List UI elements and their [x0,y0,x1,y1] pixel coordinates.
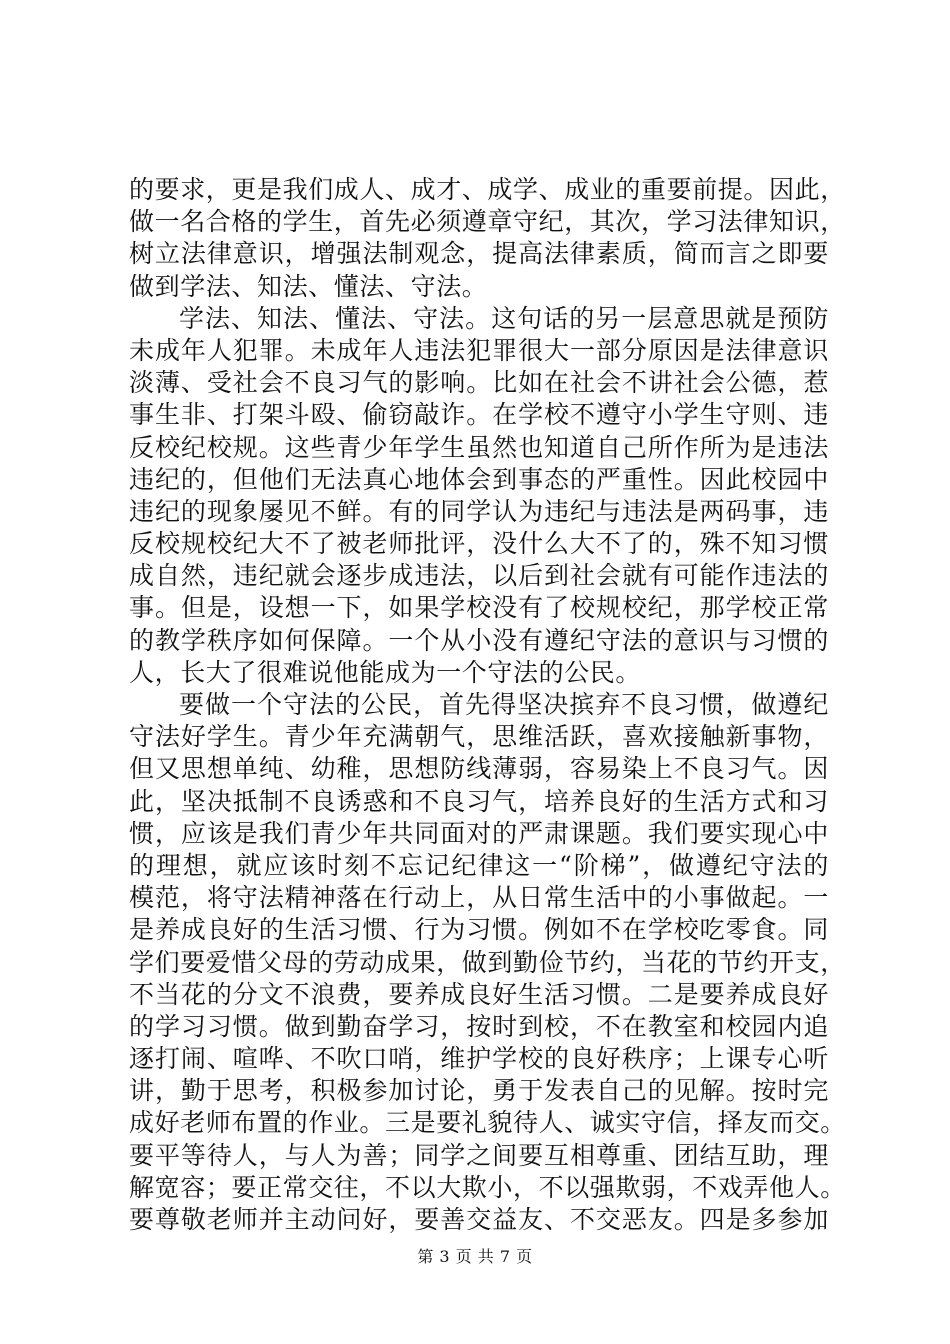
text-line: 违纪的，但他们无法真心地体会到事态的严重性。因此校园中 [129,464,829,494]
text-line: 违纪的现象屡见不鲜。有的同学认为违纪与违法是两码事，违 [129,496,829,526]
text-line: 做一名合格的学生，首先必须遵章守纪，其次，学习法律知识， [129,207,846,237]
text-line: 人，长大了很难说他能成为一个守法的公民。 [129,657,642,687]
text-line: 是养成良好的生活习惯、行为习惯。例如不在学校吃零食。同 [129,915,829,945]
paragraph-first-line: 学法、知法、懂法、守法。这句话的另一层意思就是预防 [179,303,829,333]
text-line: 学们要爱惜父母的劳动成果，做到勤俭节约，当花的节约开支， [129,947,846,977]
paragraph-first-line: 要做一个守法的公民，首先得坚决摈弃不良习惯，做遵纪 [179,690,829,719]
text-line: 不当花的分文不浪费，要养成良好生活习惯。二是要养成良好 [129,979,829,1009]
text-line: 做到学法、知法、懂法、守法。 [129,271,488,301]
text-line: 事生非、打架斗殴、偷窃敲诈。在学校不遵守小学生守则、违 [129,400,829,430]
text-line: 事。但是，设想一下，如果学校没有了校规校纪，那学校正常 [129,593,829,623]
text-line: 成好老师布置的作业。三是要礼貌待人、诚实守信，择友而交。 [129,1108,846,1138]
text-line: 但又思想单纯、幼稚，思想防线薄弱，容易染上不良习气。因 [129,754,829,784]
text-line: 逐打闹、喧哗、不吹口哨，维护学校的良好秩序；上课专心听 [129,1044,829,1074]
text-line: 树立法律意识，增强法制观念，提高法律素质，简而言之即要 [129,239,829,269]
text-line: 要平等待人，与人为善；同学之间要互相尊重、团结互助，理 [129,1140,829,1170]
text-line: 要尊敬老师并主动问好，要善交益友、不交恶友。四是多参加 [129,1205,829,1234]
text-line: 模范，将守法精神落在行动上，从日常生活中的小事做起。一 [129,883,829,913]
text-line: 成自然，违纪就会逐步成违法，以后到社会就有可能作违法的 [129,561,829,591]
text-line: 讲，勤于思考，积极参加讨论，勇于发表自己的见解。按时完 [129,1076,829,1106]
text-line: 反校规校纪大不了被老师批评，没什么大不了的，殊不知习惯 [129,529,829,559]
page-number-footer: 第 3 页 共 7 页 [417,1247,533,1266]
text-line: 的要求，更是我们成人、成才、成学、成业的重要前提。因此， [129,175,846,204]
text-line: 反校纪校规。这些青少年学生虽然也知道自己所作所为是违法 [129,432,829,462]
text-line: 的教学秩序如何保障。一个从小没有遵纪守法的意识与习惯的 [129,625,829,655]
text-line: 解宽容；要正常交往，不以大欺小，不以强欺弱，不戏弄他人。 [129,1172,846,1202]
text-line: 守法好学生。青少年充满朝气，思维活跃，喜欢接触新事物， [129,722,829,752]
text-line: 的理想，就应该时刻不忘记纪律这一“阶梯”，做遵纪守法的 [129,850,829,880]
text-line: 未成年人犯罪。未成年人违法犯罪很大一部分原因是法律意识 [129,335,829,365]
text-line: 淡薄、受社会不良习气的影响。比如在社会不讲社会公德，惹 [129,368,829,398]
text-line: 此，坚决抵制不良诱惑和不良习气，培养良好的生活方式和习 [129,786,829,816]
text-line: 惯，应该是我们青少年共同面对的严肃课题。我们要实现心中 [129,818,829,848]
body-text [129,174,846,1236]
text-line: 的学习习惯。做到勤奋学习，按时到校，不在教室和校园内追 [129,1011,829,1041]
